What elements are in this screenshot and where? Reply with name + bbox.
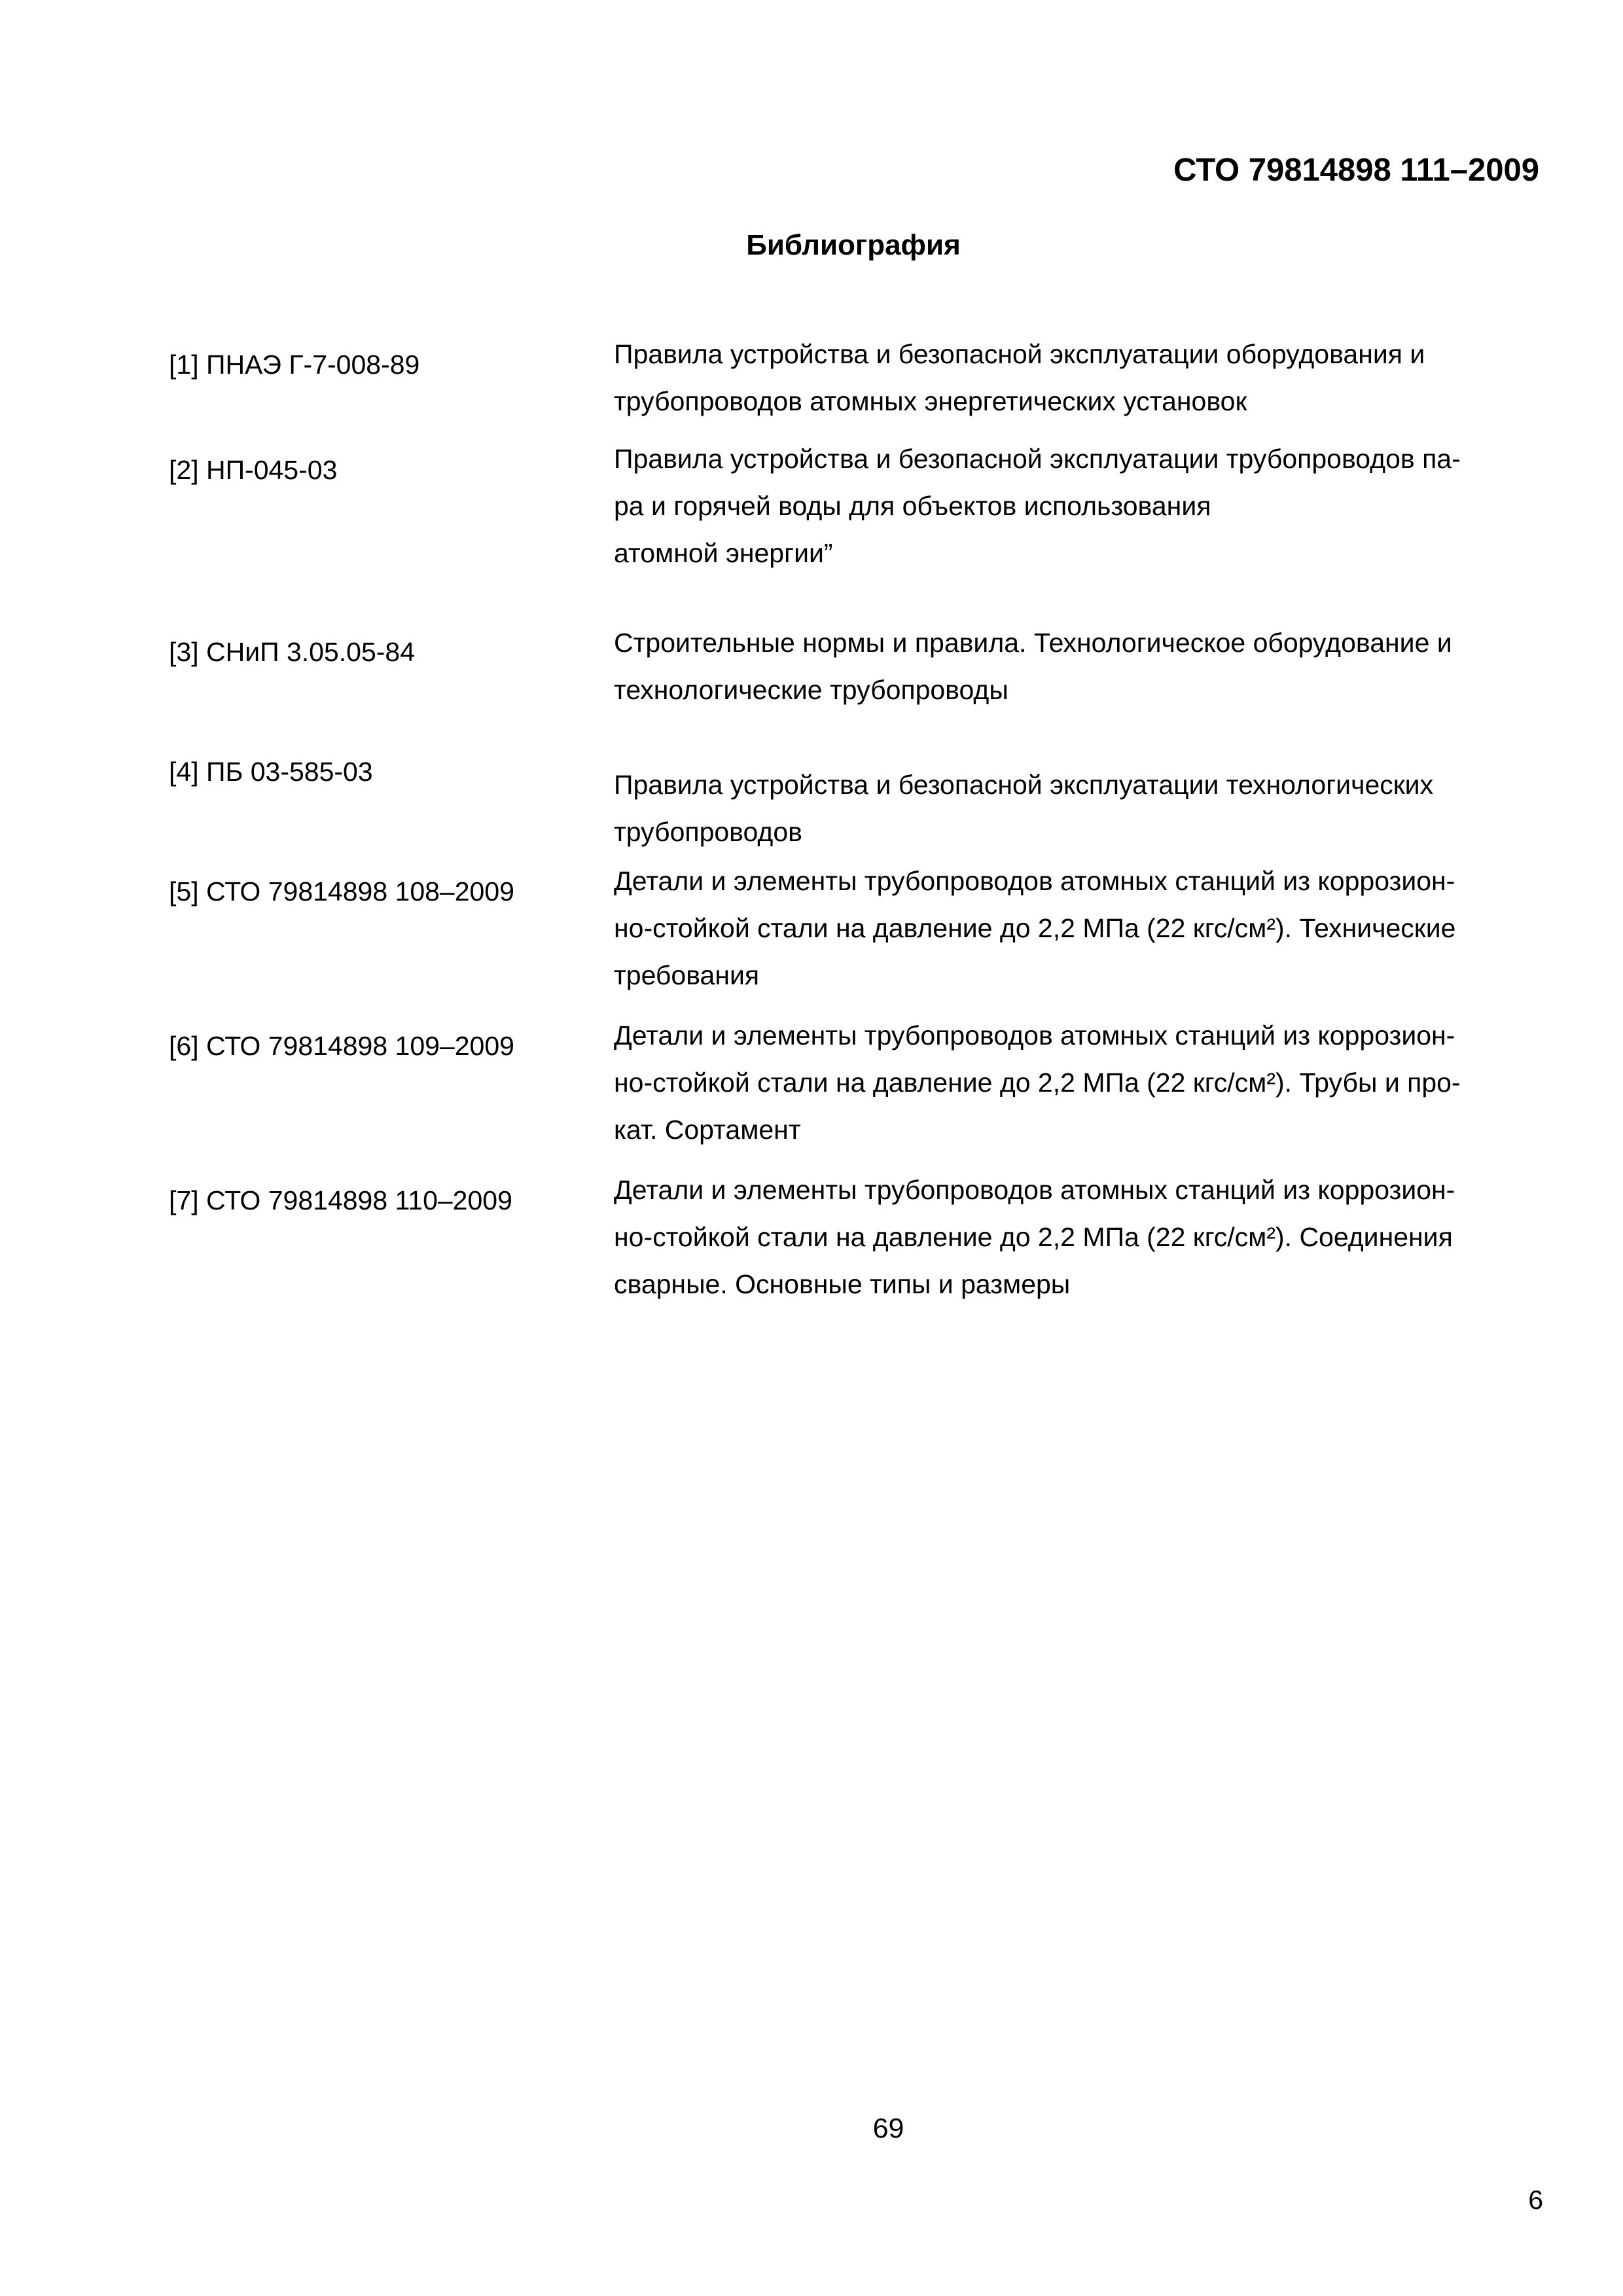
bibliography-text-5 bbox=[614, 857, 1455, 999]
bibliography-line: технологические трубопроводы bbox=[614, 675, 1008, 705]
bibliography-line: Детали и элементы трубопроводов атомных станций из коррозион- bbox=[614, 1020, 1455, 1050]
bibliography-line: Правила устройства и безопасной эксплуатации оборудования и bbox=[614, 339, 1425, 369]
bibliography-ref-6: [6] СТО 79814898 109–2009 bbox=[169, 1031, 514, 1061]
bibliography-text-1 bbox=[614, 331, 1425, 425]
bibliography-ref-3: [3] СНиП 3.05.05-84 bbox=[169, 637, 416, 667]
bibliography-line: трубопроводов bbox=[614, 817, 802, 847]
bibliography-ref-2: [2] НП-045-03 bbox=[169, 455, 338, 485]
bibliography-text-2 bbox=[614, 435, 1461, 577]
bibliography-line: но-стойкой стали на давление до 2,2 МПа (22 кгс/см²). Соединения bbox=[614, 1222, 1453, 1252]
bibliography-line: ра и горячей воды для объектов использования bbox=[614, 491, 1211, 521]
page-title: Библиография bbox=[746, 229, 961, 261]
bibliography-text-6 bbox=[614, 1012, 1461, 1153]
bibliography-line: Детали и элементы трубопроводов атомных станций из коррозион- bbox=[614, 1175, 1455, 1205]
bibliography-ref-5: [5] СТО 79814898 108–2009 bbox=[169, 876, 514, 906]
bibliography-line: Правила устройства и безопасной эксплуатации технологических bbox=[614, 770, 1434, 800]
document-code: СТО 79814898 111–2009 bbox=[1173, 152, 1539, 188]
bibliography-line: атомной энергии” bbox=[614, 538, 833, 568]
sheet-number: 6 bbox=[1528, 2185, 1543, 2215]
bibliography-line: сварные. Основные типы и размеры bbox=[614, 1269, 1071, 1299]
bibliography-line: Правила устройства и безопасной эксплуатации трубопроводов па- bbox=[614, 444, 1461, 474]
bibliography-text-7 bbox=[614, 1166, 1455, 1308]
bibliography-line: кат. Сортамент bbox=[614, 1115, 801, 1145]
bibliography-line: трубопроводов атомных энергетических установок bbox=[614, 386, 1247, 416]
bibliography-line: Детали и элементы трубопроводов атомных станций из коррозион- bbox=[614, 866, 1455, 896]
bibliography-line: Строительные нормы и правила. Технологическое оборудование и bbox=[614, 628, 1452, 658]
bibliography-line: но-стойкой стали на давление до 2,2 МПа (22 кгс/см²). Трубы и про- bbox=[614, 1067, 1461, 1098]
page-number: 69 bbox=[872, 2113, 904, 2144]
bibliography-ref-1: [1] ПНАЭ Г-7-008-89 bbox=[169, 350, 420, 380]
bibliography-ref-7: [7] СТО 79814898 110–2009 bbox=[169, 1185, 512, 1215]
bibliography-text-3 bbox=[614, 619, 1452, 713]
bibliography-line: но-стойкой стали на давление до 2,2 МПа (22 кгс/см²). Технические bbox=[614, 913, 1456, 943]
bibliography-text-4 bbox=[614, 761, 1433, 855]
bibliography-line: требования bbox=[614, 960, 760, 990]
bibliography-ref-4: [4] ПБ 03-585-03 bbox=[169, 757, 373, 787]
